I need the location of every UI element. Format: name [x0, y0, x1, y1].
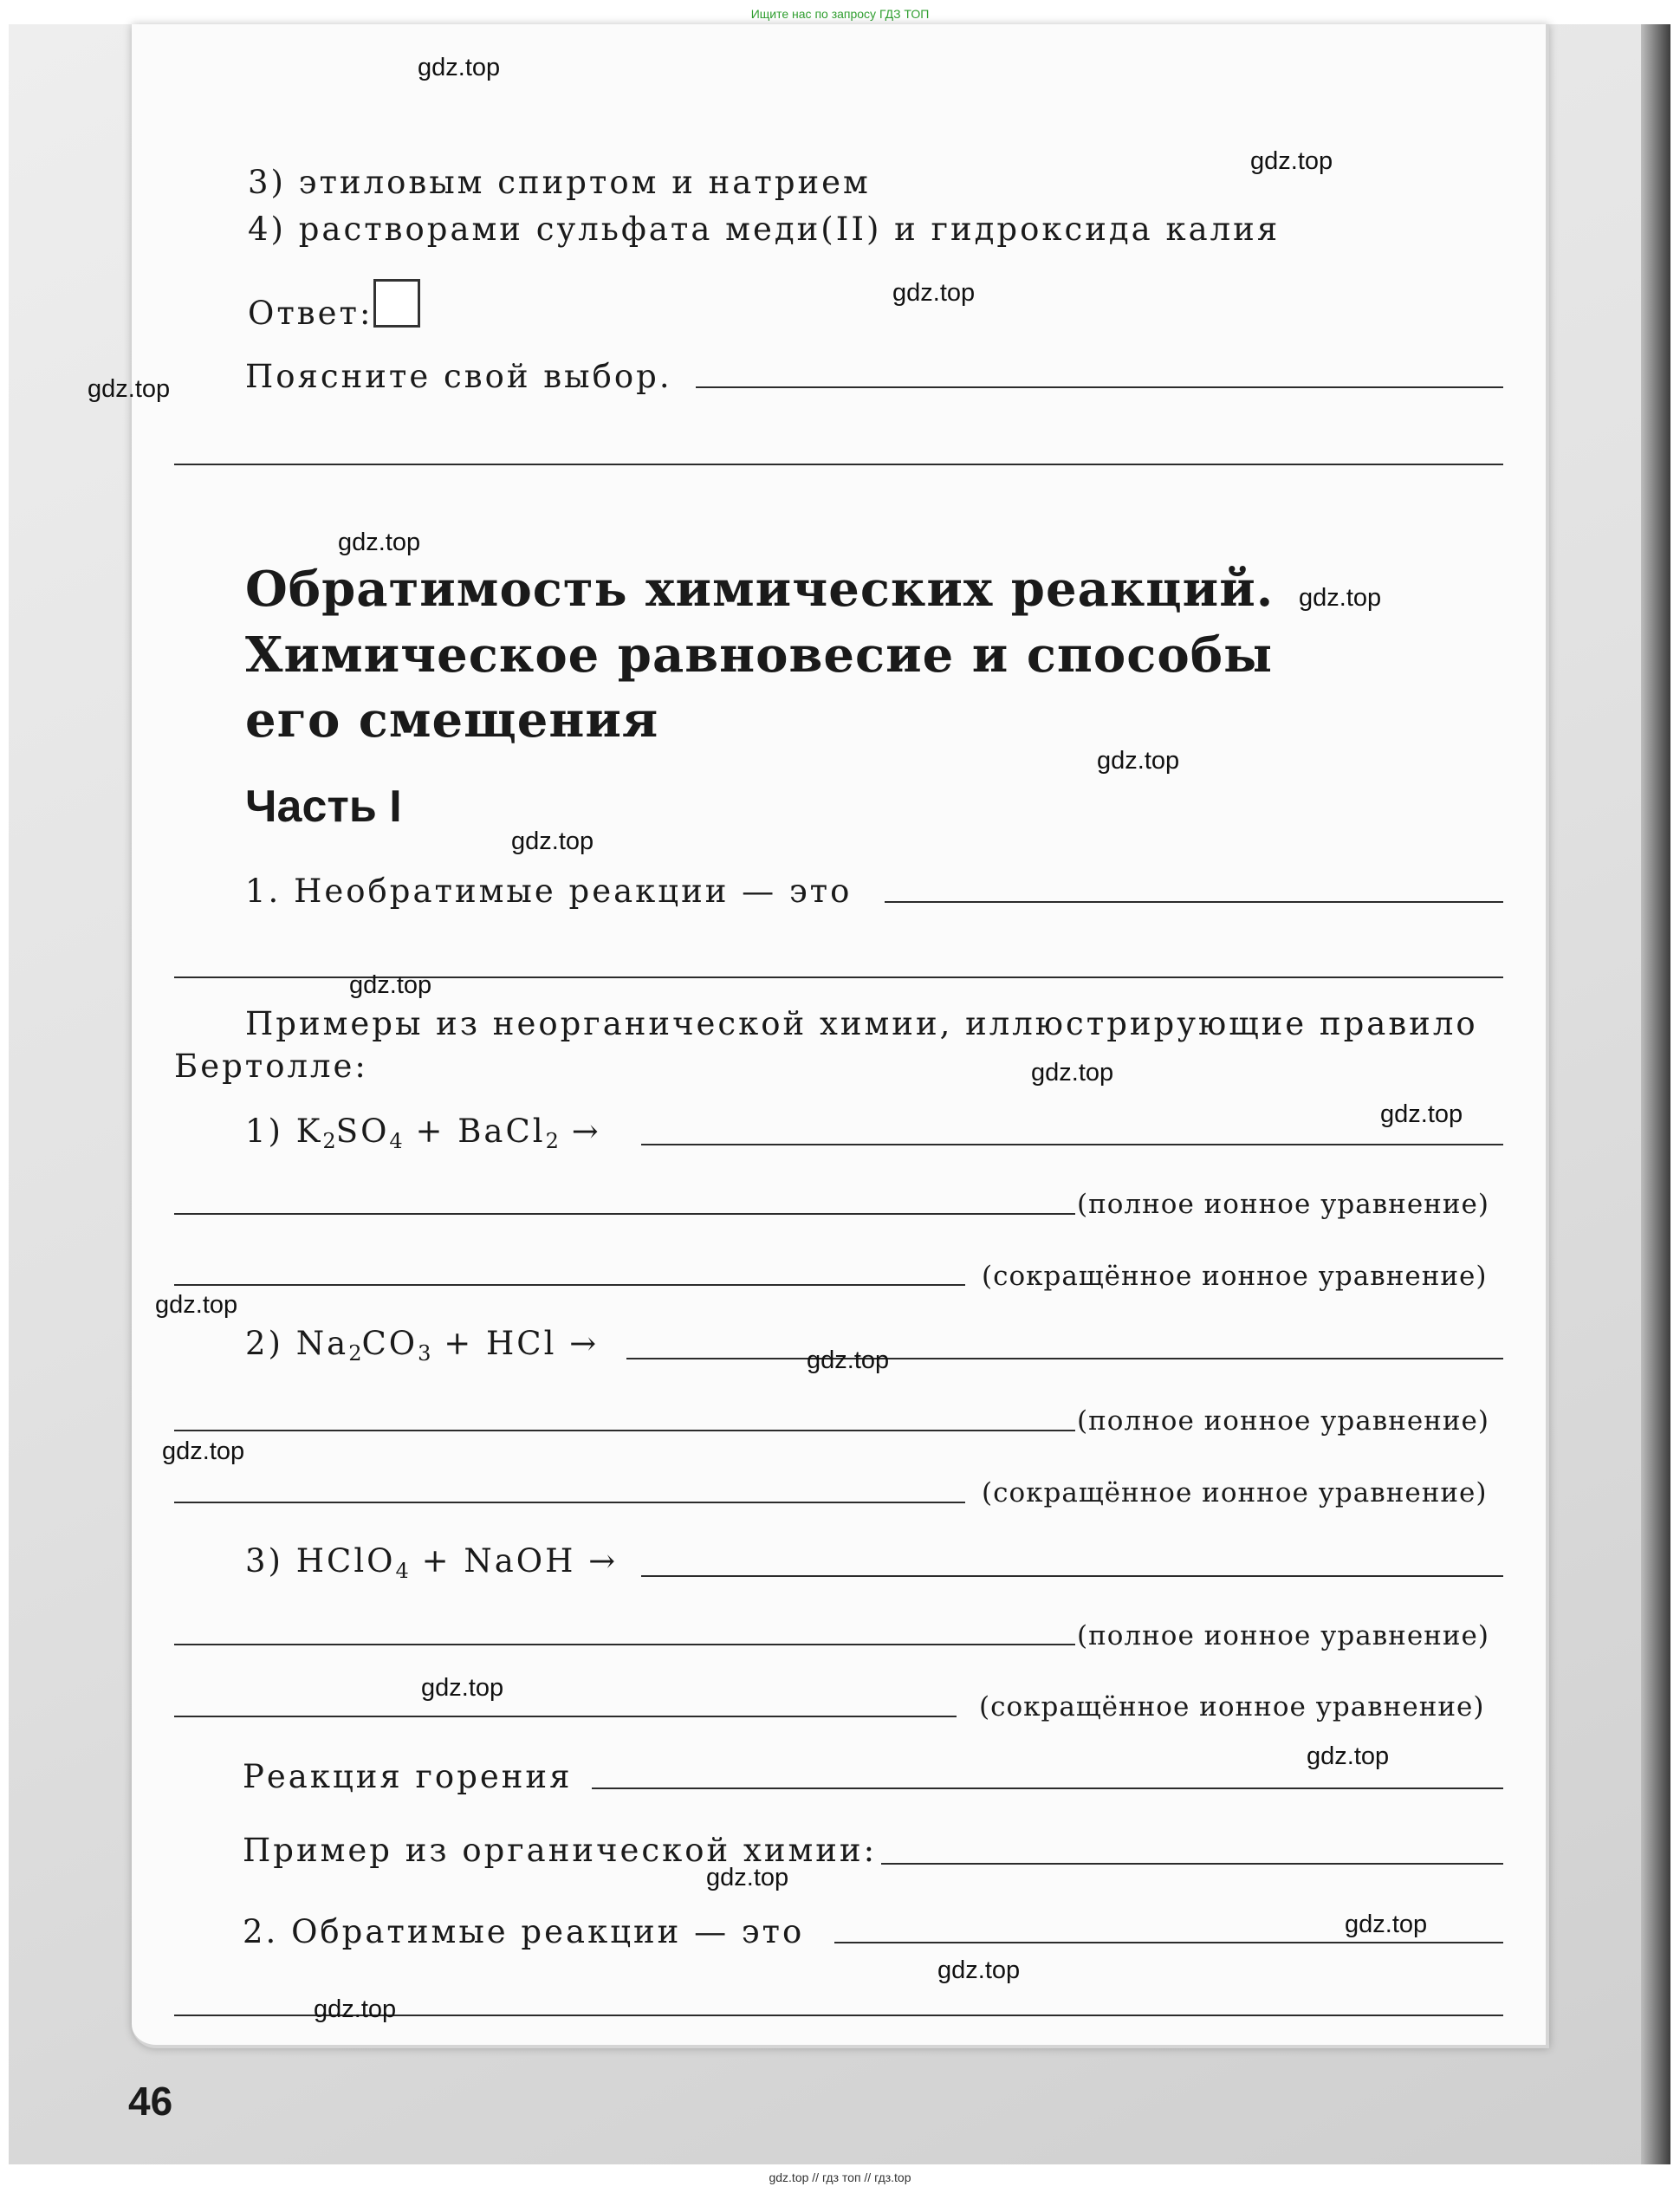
q2-answer-line-1[interactable] [834, 1942, 1503, 1943]
section-title-line-1: Обратимость химических реакций. [245, 561, 1275, 618]
watermark: gdz.top [418, 54, 501, 81]
organic-answer-line[interactable] [881, 1863, 1503, 1865]
eq3-full-ionic-caption: (полное ионное уравнение) [1077, 1620, 1489, 1651]
eq2-molecular-line[interactable] [626, 1358, 1503, 1359]
watermark: gdz.top [338, 529, 421, 556]
equation-2: 2) $Na_2CO_3$ + HCl → [245, 1325, 600, 1366]
page-binding-shadow [1641, 24, 1670, 2164]
combustion-answer-line[interactable] [592, 1787, 1503, 1789]
option-3: 3) этиловым спиртом и натрием [248, 164, 871, 201]
eq2-short-ionic-line[interactable] [174, 1502, 965, 1503]
page-number: 46 [128, 2079, 173, 2124]
eq1-short-ionic-line[interactable] [174, 1284, 965, 1286]
eq1-molecular-line[interactable] [641, 1144, 1503, 1145]
question-1: 1. Необратимые реакции — это [245, 873, 853, 910]
eq3-full-ionic-line[interactable] [174, 1644, 1075, 1645]
watermark: gdz.top [155, 1291, 238, 1319]
examples-intro-line-2: Бертолле: [174, 1048, 368, 1085]
equation-1: 1) $K_2SO_4$ + BaCl$_2$ → [245, 1113, 601, 1154]
watermark: gdz.top [1031, 1059, 1114, 1087]
watermark: gdz.top [349, 971, 432, 999]
section-title-line-3: его смещения [245, 691, 659, 749]
examples-intro-line-1: Примеры из неорганической химии, иллюстрирующие правило [245, 1005, 1478, 1042]
eq3-molecular-line[interactable] [641, 1575, 1503, 1577]
watermark: gdz.top [511, 827, 594, 855]
eq2-short-ionic-caption: (сокращённое ионное уравнение) [982, 1477, 1488, 1508]
watermark: gdz.top [1307, 1742, 1390, 1770]
explain-label: Поясните свой выбор. [245, 358, 672, 395]
bottom-banner: gdz.top // гдз топ // гдз.top [769, 2170, 911, 2184]
explain-line-2[interactable] [174, 464, 1503, 465]
watermark: gdz.top [162, 1437, 245, 1465]
watermark: gdz.top [1345, 1911, 1428, 1938]
part-heading: Часть I [245, 782, 402, 832]
watermark: gdz.top [314, 1995, 397, 2023]
watermark: gdz.top [421, 1674, 504, 1702]
watermark: gdz.top [1250, 147, 1333, 175]
eq1-full-ionic-caption: (полное ионное уравнение) [1077, 1189, 1489, 1220]
watermark: gdz.top [892, 279, 976, 307]
explain-line-1[interactable] [696, 386, 1503, 388]
eq3-short-ionic-line[interactable] [174, 1716, 957, 1717]
equation-3: 3) HClO$_4$ + NaOH → [245, 1542, 619, 1584]
organic-example-label: Пример из органической химии: [243, 1832, 878, 1869]
eq3-short-ionic-caption: (сокращённое ионное уравнение) [979, 1691, 1485, 1723]
answer-label: Ответ: [248, 295, 373, 332]
watermark: gdz.top [937, 1956, 1021, 1984]
watermark: gdz.top [1380, 1100, 1463, 1128]
watermark: gdz.top [88, 375, 171, 403]
top-banner: Ищите нас по запросу ГДЗ ТОП [750, 7, 930, 21]
combustion-label: Реакция горения [243, 1758, 573, 1795]
question-2: 2. Обратимые реакции — это [243, 1913, 805, 1950]
answer-box[interactable] [373, 279, 420, 328]
eq2-full-ionic-caption: (полное ионное уравнение) [1077, 1405, 1489, 1437]
eq1-full-ionic-line[interactable] [174, 1213, 1075, 1215]
q1-answer-line-1[interactable] [885, 901, 1503, 903]
eq1-short-ionic-caption: (сокращённое ионное уравнение) [982, 1261, 1488, 1292]
watermark: gdz.top [1299, 584, 1382, 612]
option-4: 4) растворами сульфата меди(II) и гидроксида калия [248, 211, 1281, 248]
watermark: gdz.top [1097, 747, 1180, 775]
eq2-full-ionic-line[interactable] [174, 1430, 1075, 1431]
watermark: gdz.top [807, 1346, 890, 1374]
section-title-line-2: Химическое равновесие и способы [245, 626, 1274, 684]
watermark: gdz.top [706, 1864, 789, 1891]
